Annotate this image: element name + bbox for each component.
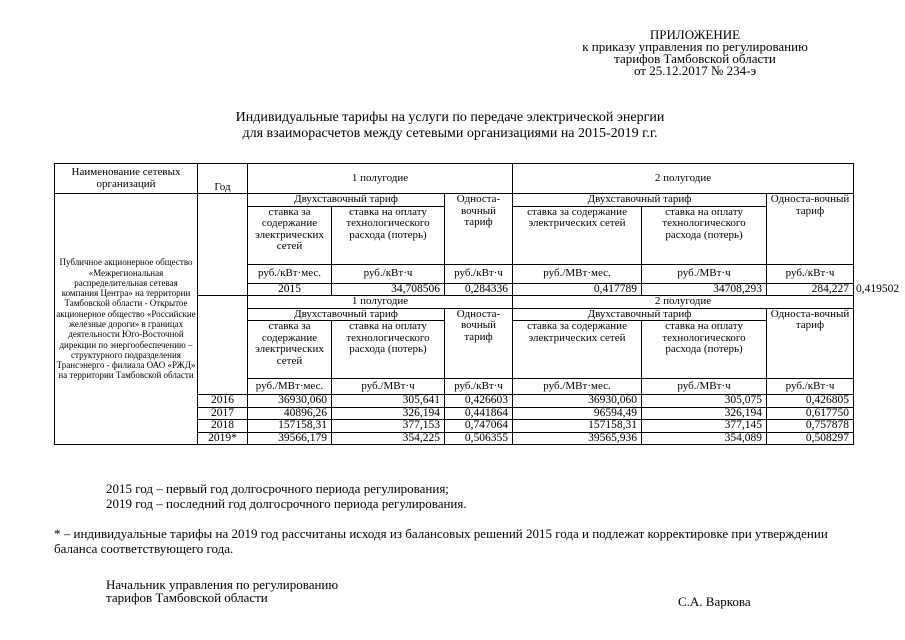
value-cell: 39566,179 (248, 432, 332, 445)
value-cell: 40896,26 (248, 407, 332, 420)
value-cell: 354,089 (642, 432, 767, 445)
year-cell: 2019* (198, 432, 248, 445)
year-cell: 2015 (248, 283, 332, 296)
appendix-order-line: к приказу управления по регулированию (582, 39, 808, 54)
value-cell: 0,417789 (513, 283, 642, 296)
unit-cell: руб./кВт·ч (445, 264, 513, 283)
unit-cell: руб./МВт·мес. (513, 264, 642, 283)
value-cell: 36930,060 (513, 395, 642, 408)
maintenance-rate-header-h1-b: ставка за содержание электрических сетей (248, 321, 332, 379)
document-title (100, 110, 800, 142)
value-cell: 0,426805 (767, 395, 854, 408)
unit-cell: руб./МВт·ч (332, 379, 445, 395)
appendix-header (545, 29, 845, 77)
header-half-1-b: 1 полугодие (248, 296, 513, 309)
empty-year-cell (198, 194, 248, 296)
unit-cell: руб./МВт·мес. (513, 379, 642, 395)
unit-cell: руб./МВт·ч (642, 379, 767, 395)
one-rate-header-h2: Односта-вочный тариф (767, 194, 854, 265)
value-cell: 0,757878 (767, 420, 854, 433)
tariff-table (54, 163, 900, 445)
unit-cell: руб./кВт·ч (767, 264, 854, 283)
header-half-1: 1 полугодие (248, 164, 513, 194)
value-cell: 0,506355 (445, 432, 513, 445)
header-year: Год (198, 164, 248, 194)
org-name-cell: Публичное акционерное общество «Межрегиональная распределительная сетевая компания Центра» на территории Тамбовской области - Открытое акционерное общество «Российские железные дороги» в границах деятельности Юго-Восточной дирекции по энергообеспечению – структурного подразделения Трансэнерго - филиала ОАО «РЖД» на территории Тамбовской области (55, 194, 198, 445)
year-cell: 2017 (198, 407, 248, 420)
value-cell: 326,194 (642, 407, 767, 420)
value-cell: 0,747064 (445, 420, 513, 433)
appendix-date-line: от 25.12.2017 № 234-э (633, 63, 757, 78)
losses-rate-header-h2: ставка на оплату технологического расхода (потерь) (642, 206, 767, 264)
one-rate-header-h1: Односта-вочный тариф (445, 194, 513, 265)
value-cell: 377,153 (332, 420, 445, 433)
value-cell: 157158,31 (248, 420, 332, 433)
two-rate-header-h1: Двухставочный тариф (248, 194, 445, 207)
note-first-year: 2015 год – первый год долгосрочного периода регулирования; (106, 481, 449, 496)
two-rate-header-h2-b: Двухставочный тариф (513, 308, 767, 321)
value-cell: 0,426603 (445, 395, 513, 408)
value-cell: 305,641 (332, 395, 445, 408)
title-line-1: Индивидуальные тарифы на услуги по передаче электрической энергии (235, 110, 665, 125)
maintenance-rate-header-h2-b: ставка за содержание электрических сетей (513, 321, 642, 379)
unit-cell: руб./МВт·мес. (248, 379, 332, 395)
value-cell: 36930,060 (248, 395, 332, 408)
table-row-2015: 2015 34,708506 0,284336 0,417789 34708,293 284,227 0,419502 (55, 283, 854, 296)
value-cell: 157158,31 (513, 420, 642, 433)
asterisk-footnote: * – индивидуальные тарифы на 2019 год рассчитаны исходя из балансовых решений 2015 года и подлежат корректировке при утверждении баланса соответствующего года. (54, 526, 828, 556)
value-cell: 0,441864 (445, 407, 513, 420)
header-half-2-b: 2 полугодие (513, 296, 854, 309)
year-cell: 2018 (198, 420, 248, 433)
value-cell: 0,617750 (767, 407, 854, 420)
header-org-name: Наименование сетевых организаций (55, 164, 198, 194)
year-cell: 2016 (198, 395, 248, 408)
appendix-label: ПРИЛОЖЕНИЕ (649, 27, 741, 42)
position-line-1: Начальник управления по регулированию (106, 577, 339, 592)
unit-cell: руб./кВт·ч (332, 264, 445, 283)
maintenance-rate-header-h1: ставка за содержание электрических сетей (248, 206, 332, 264)
appendix-authority-line: тарифов Тамбовской области (614, 51, 776, 66)
value-cell: 284,227 (767, 283, 854, 296)
signature-position (106, 578, 338, 604)
value-cell: 354,225 (332, 432, 445, 445)
note-last-year: 2019 год – последний год долгосрочного периода регулирования. (106, 496, 467, 511)
header-half-2: 2 полугодие (513, 164, 854, 194)
losses-rate-header-h2-b: ставка на оплату технологического расхода (потерь) (642, 321, 767, 379)
value-cell: 39565,936 (513, 432, 642, 445)
two-rate-header-h2: Двухставочный тариф (513, 194, 767, 207)
unit-cell: руб./кВт·ч (445, 379, 513, 395)
value-cell: 0,284336 (445, 283, 513, 296)
unit-cell: руб./кВт·мес. (248, 264, 332, 283)
maintenance-rate-header-h2: ставка за содержание электрических сетей (513, 206, 642, 264)
value-cell: 377,145 (642, 420, 767, 433)
unit-cell: руб./кВт·ч (767, 379, 854, 395)
one-rate-header-h2-b: Односта-вочный тариф (767, 308, 854, 379)
title-line-2: для взаиморасчетов между сетевыми организациями на 2015-2019 г.г. (242, 126, 658, 141)
losses-rate-header-h1-b: ставка на оплату технологического расхода (потерь) (332, 321, 445, 379)
value-cell: 0,508297 (767, 432, 854, 445)
value-cell: 96594,49 (513, 407, 642, 420)
two-rate-header-h1-b: Двухставочный тариф (248, 308, 445, 321)
value-cell: 34708,293 (642, 283, 767, 296)
unit-cell: руб./МВт·ч (642, 264, 767, 283)
value-cell: 326,194 (332, 407, 445, 420)
one-rate-header-h1-b: Односта-вочный тариф (445, 308, 513, 379)
losses-rate-header-h1: ставка на оплату технологического расхода (потерь) (332, 206, 445, 264)
empty-year-cell (198, 296, 248, 395)
period-notes (106, 481, 467, 511)
value-cell: 305,075 (642, 395, 767, 408)
signer-name: С.А. Варкова (678, 594, 751, 609)
position-line-2: тарифов Тамбовской области (106, 590, 268, 605)
value-cell: 34,708506 (332, 283, 445, 296)
